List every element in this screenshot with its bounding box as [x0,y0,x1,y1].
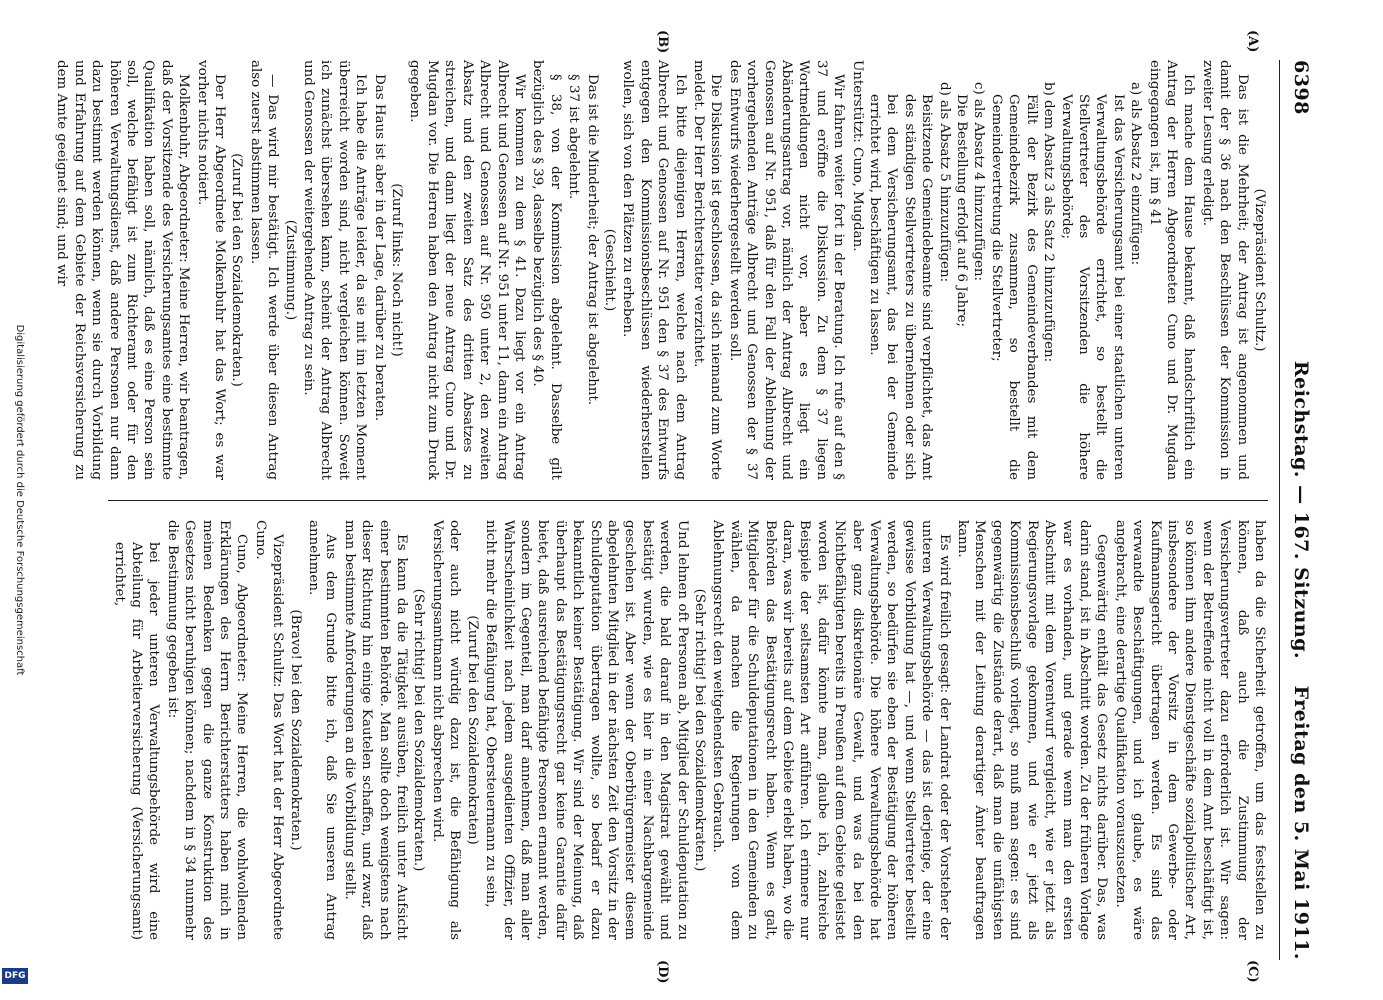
stage-direction: (Sehr richtig! bei den Sozialdemokraten.) [692,588,707,872]
margin-mark-a: (A) [1245,30,1260,53]
stage-direction: (Zuruf bei den Sozialdemokraten.) [229,153,245,387]
quoted-text: Beisitzende Gemeindebeamte sind verpflichtet, das Amt des ständigen Stellvertreters zu übernehmen oder sich bei dem Versicherungsamt, das bei der Gemeinde errichtet wird, beschäftigen zu lassen. [867,94,935,480]
paragraph: Gegenwärtig enthält das Gesetz nichts darüber. Das, was darin stand, ist in Abschnitt worden. Zu der früheren Vorlage war es vorhanden, und gerade wenn man den ersten Abschnitt mit dem Vorentwurf vergleicht, wie er jetzt als Regierungsvorlage gekommen, und wie er jetzt als Kommissionsbeschluß vorliegt, so muß man sagen: es sind gegenwärtig die Zustände derart, daß man die unfähigsten Menschen mit der Leitung derartiger Ämter beauftragen kann. [955,520,1110,940]
list-item: b) dem Absatz 3 als Satz 2 hinzuzufügen: [1041,82,1057,363]
list-item: a) als Absatz 2 einzufügen: [1128,82,1144,266]
list-item: c) als Absatz 4 hinzuzufügen: [971,82,987,282]
paragraph: Aus dem Grunde bitte ich, daß Sie unseren Antrag annehmen. [306,520,339,940]
list-item: d) als Absatz 5 hinzuzufügen: [936,82,952,283]
stage-direction: (Sehr richtig! bei den Sozialdemokraten.) [411,588,427,872]
paragraph: Das ist die Mehrheit; der Antrag ist angenommen und damit der § 36 nach den Beschlüssen der Kommission in zweiter Lesung erledigt. [1199,60,1250,480]
paragraph: oder auch nicht würdig dazu ist, die Befähigung als Versicherungsamtmann nicht absprechen wird. [429,520,463,940]
paragraph: — Das wird mir bestätigt. Ich werde über diesen Antrag also zuerst abstimmen lassen. [247,60,281,480]
page-header [1279,60,1320,960]
margin-mark-d: (D) [655,960,670,984]
paragraph: Das Haus ist aber in der Lage, darüber zu beraten. [371,74,387,422]
quoted-text: bei jeder unteren Verwaltungsbehörde wird eine Abteilung für Arbeiterversicherung (Versicherungsamt) errichtet, [111,542,162,940]
speech-paragraph: Vizepräsident Schultz: Das Wort hat der Herr Abgeordnete Cuno. [252,520,286,940]
paragraph: Ich habe die Anträge leider, da sie mit im letzten Moment überreicht worden sind, nicht vergleichen können. Soweit ich zunächst übersehen kann, scheint der Antrag Albrecht und Genossen der weitergehende Antrag zu sein. [301,60,369,480]
stage-direction: (Zuruf links: Noch nicht!) [389,183,405,357]
margin-mark-c: (C) [1245,960,1260,983]
speech-paragraph: Molkenbuhr, Abgeordneter: Meine Herren, wir beantragen, daß der Vorsitzende des Versicherungsamtes eine bestimmte Qualifikation haben soll, nämlich, daß es eine Person sein soll, welche befähigt ist zum Richteramt oder für den höheren Verwaltungsdienst, daß andere Personen nur dann dazu bestimmt werden können, wenn sie durch Vorbildung und Erfahrung auf dem Gebiete der Reichsversicherung zu dem Amte geeignet sind; und wir [54,60,192,480]
speech-paragraph: Cuno, Abgeordneter: Meine Herren, die wohlwollenden Erklärungen des Herrn Berichterstatters haben mich in meinen Bedenken gegen die ganze Konstruktion des Gesetzes nicht beruhigen können; nachdem in § 34 nunmehr die Bestimmung gegeben ist: [164,520,250,940]
quoted-text: Die Bestellung erfolgt auf 6 Jahre; [954,94,970,328]
speaker-heading: (Vizepräsident Schultz.) [1252,188,1267,352]
paragraph: Ich bitte diejenigen Herren, welche nach dem Antrag Albrecht und Genossen auf Nr. 951 den § 37 des Entwurfs entgegen den Kommissionsbeschlüssen wiederherstellen wollen, sich von den Plätzen zu erheben. [620,60,688,480]
paragraph: Wir kommen zu dem § 41. Dazu liegt vor ein Antrag Albrecht und Genossen auf Nr. 951 unter 11, dann ein Antrag Albrecht und Genossen auf Nr. 950 unter 2, den zweiten Absatz und den zweiten Satz des dritten Absatzes zu streichen, und dann liegt der neue Antrag Cuno und Dr. Mugdan vor. Die Herren haben den Antrag nicht zum Druck gegeben. [407,60,527,480]
stage-direction: (Zustimmung.) [282,219,298,321]
paragraph: Unterstützt: Cuno, Mugdan. [849,60,865,252]
paragraph: Es kann da die Tätigkeit ausüben, freilich unter Aufsicht einer bestimmten Behörde. Man sollte doch wenigstens nach dieser Richtung hin einige Kautelen schaffen, und zwar, daß man bestimmte Anforderungen an die Vorbildung stellt. [341,520,410,940]
paragraph: Das ist die Minderheit; der Antrag ist abgelehnt. [584,74,600,406]
page-number: 6398 [1290,60,1312,115]
quoted-text: Fällt der Bezirk des Gemeindeverbandes mit dem Gemeindebezirk zusammen, so bestellt die Gemeindevertretung die Stellvertreter; [988,94,1039,480]
dfg-logo: DFG [2,968,28,984]
paragraph: Es wird freilich gesagt: der Landrat oder der Vorsteher der unteren Verwaltungsbehörde — das ist derjenige, der eine gewisse Vorbildung hat —, und wenn Stellvertreter bestellt werden, so bedürfen sie eben der Bestätigung der höheren Verwaltungsbehörde. Die höhere Verwaltungsbehörde hat aber ganz diskretionäre Gewalt, und was da bei den Nichtbefähigten bereits in Preußen auf dem Gebiete geleistet worden ist, dafür könnte man, glaube ich, zahlreiche Beispiele der seltsamsten Art anführen. Ich erinnere nur daran, was wir bereits auf dem Gebiete erlebt haben, wo die Behörden das Bestätigungsrecht haben. Wenn es galt, Mitglieder für die Schuldeputationen in den Gemeinden zu wählen, da machen die Regierungen von dem Ablehnungsrecht den weitgehendsten Gebrauch. [710,520,952,940]
stage-direction: (Bravo! bei den Sozialdemokraten.) [287,609,303,851]
right-column [88,520,1268,940]
paragraph: Und lehnen oft Personen ab, Mitglied der Schuldeputation zu werden, die bald darauf in den Magistrat gewählt und bestätigt wurden, wie es hier in einer Nachbargemeinde geschehen ist. Aber wenn der Oberbürgermeister diesem abgelehnten Mitglied in der nächsten Zeit den Vorsitz in der Schuldeputation übertragen wollte, so bedarf er dazu bekanntlich keiner Bestätigung. Wir sind der Meinung, daß überhaupt das Bestätigungsrecht gar keine Garantie dafür bietet, daß ausreichend befähigte Personen ernannt werden, sondern im Gegenteil, man darf annehmen, daß man aller Wahrscheinlichkeit nach jedem ausgedienten Offizier, der nicht mehr die Befähigung hat, Obersteuermann zu sein, [483,520,690,940]
left-column [54,60,1268,480]
page-title: Reichstag. — 167. Sitzung. [1290,360,1312,660]
margin-mark-b: (B) [655,30,670,54]
paragraph: Die Diskussion ist geschlossen, da sich niemand zum Worte meldet. Der Herr Berichterstatter verzichtet. [691,60,724,480]
paragraph: Wir fahren weiter fort in der Beratung. Ich rufe auf den § 37 und eröffne die Diskussion. Zu dem § 37 liegen Wortmeldungen nicht vor, aber es liegt ein Abänderungsantrag vor, nämlich der Antrag Albrecht und Genossen auf Nr. 951, daß für den Fall der Ablehnung der vorhergehenden Anträge Albrecht und Genossen der § 37 des Entwurfs wiederhergestellt werden soll. [726,60,847,480]
column-divider [108,500,1268,501]
stage-direction: (Zuruf bei den Sozialdemokraten) [464,615,480,845]
paragraph: § 38, von der Kommission abgelehnt. Dasselbe gilt bezüglich des § 39, dasselbe bezüglich des § 40. [530,60,563,480]
digitization-credit: Digitalisierung gefördert durch die Deutsche Forschungsgemeinschaft [14,324,25,676]
paragraph: haben da die Sicherheit getroffen, um das feststellen zu können, daß auch die Zustimmung der Versicherungsvertreter dazu erforderlich ist. Wir sagen: wenn der Betreffende nicht voll in dem Amt beschäftigt ist, so können ihm andere Dienstgeschäfte sozialpolitischer Art, insbesondere der Vorsitz in dem Gewerbe- oder Kaufmannsgericht übertragen werden. Es sind das verwandte Beschäftigungen, und ich glaube, es wäre angebracht, eine derartige Qualifikation vorauszusetzen. [1112,520,1267,940]
paragraph: § 37 ist abgelehnt. [566,74,582,200]
paragraph: Ich mache dem Hause bekannt, daß handschriftlich ein Antrag der Herren Abgeordneten Cuno und Dr. Mugdan eingegangen ist, im § 41 [1146,60,1197,480]
page-date: Freitag den 5. Mai 1911. [1290,685,1312,960]
paragraph: Der Herr Abgeordnete Molkenbuhr hat das Wort; es war vorher nichts notiert. [194,60,228,480]
quoted-text: Ist das Versicherungsamt bei einer staatlichen unteren Verwaltungsbehörde errichtet, so bestellt die Stellvertreter des Vorsitzenden die höhere Verwaltungsbehörde; [1058,94,1126,480]
stage-direction: (Geschieht.) [601,228,617,312]
